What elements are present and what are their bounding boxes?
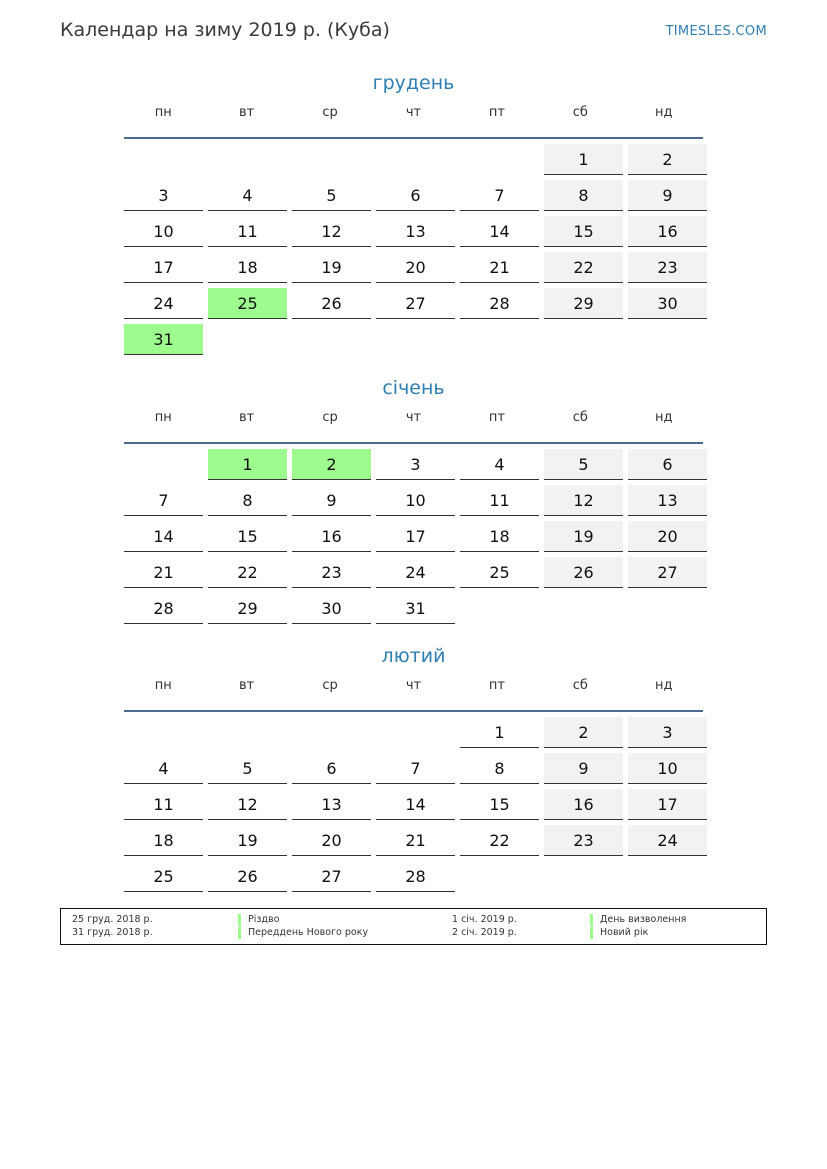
weekday-label: чт [405, 678, 422, 693]
day-cell: 25 [460, 557, 539, 588]
day-cell: 22 [460, 825, 539, 856]
day-cell: 3 [628, 717, 707, 748]
legend-holiday-name: Різдво [238, 914, 279, 926]
legend-date: 25 груд. 2018 р. [72, 914, 153, 925]
day-cell: 24 [628, 825, 707, 856]
day-cell: 2 [628, 144, 707, 175]
weekday-label: нд [654, 678, 673, 693]
day-cell: 28 [376, 861, 455, 892]
day-cell: 11 [124, 789, 203, 820]
day-cell: 4 [208, 180, 287, 211]
day-cell: 17 [124, 252, 203, 283]
day-cell: 18 [208, 252, 287, 283]
day-cell: 2 [544, 717, 623, 748]
weekday-label: вт [239, 105, 255, 120]
month-title: грудень [372, 72, 455, 94]
day-cell: 16 [544, 789, 623, 820]
day-cell: 6 [376, 180, 455, 211]
month-december [124, 68, 703, 355]
day-cell: 9 [628, 180, 707, 211]
day-cell: 25 [208, 288, 287, 319]
holiday-legend [60, 908, 767, 945]
weekday-label: ср [322, 678, 338, 693]
legend-holiday-name: День визволення [590, 914, 686, 926]
weekday-label: вт [239, 410, 255, 425]
day-grid [124, 144, 703, 355]
legend-holiday-name: Переддень Нового року [238, 927, 368, 939]
day-cell: 16 [292, 521, 371, 552]
day-cell: 26 [208, 861, 287, 892]
empty-cell [376, 717, 455, 748]
weekday-header [124, 98, 703, 139]
day-cell: 16 [628, 216, 707, 247]
day-cell: 9 [544, 753, 623, 784]
legend-date: 31 груд. 2018 р. [72, 927, 153, 938]
day-cell: 4 [124, 753, 203, 784]
weekday-label: вт [239, 678, 255, 693]
empty-cell [124, 144, 203, 175]
day-cell: 12 [544, 485, 623, 516]
day-cell: 17 [628, 789, 707, 820]
day-cell: 8 [544, 180, 623, 211]
weekday-label: нд [654, 105, 673, 120]
day-cell: 11 [208, 216, 287, 247]
day-cell: 3 [124, 180, 203, 211]
empty-cell [124, 449, 203, 480]
weekday-label: нд [654, 410, 673, 425]
month-february [124, 641, 703, 892]
day-cell: 20 [376, 252, 455, 283]
day-cell: 17 [376, 521, 455, 552]
day-cell: 12 [292, 216, 371, 247]
day-cell: 26 [544, 557, 623, 588]
weekday-label: сб [572, 678, 588, 693]
weekday-label: сб [572, 410, 588, 425]
day-cell: 3 [376, 449, 455, 480]
day-cell: 23 [628, 252, 707, 283]
month-january [124, 373, 703, 624]
month-title: лютий [381, 645, 446, 667]
day-cell: 13 [628, 485, 707, 516]
weekday-label: чт [405, 410, 422, 425]
day-cell: 29 [208, 593, 287, 624]
empty-cell [292, 717, 371, 748]
day-cell: 20 [628, 521, 707, 552]
day-cell: 10 [628, 753, 707, 784]
day-cell: 11 [460, 485, 539, 516]
site-link[interactable]: TIMESLES.COM [665, 24, 767, 39]
weekday-label: ср [322, 105, 338, 120]
day-cell: 22 [208, 557, 287, 588]
day-cell: 5 [292, 180, 371, 211]
weekday-label: пн [154, 410, 172, 425]
weekday-label: пт [488, 410, 505, 425]
weekday-label: пн [154, 105, 172, 120]
day-cell: 1 [460, 717, 539, 748]
day-cell: 7 [124, 485, 203, 516]
legend-date: 2 січ. 2019 р. [452, 927, 517, 938]
day-cell: 19 [292, 252, 371, 283]
day-grid [124, 717, 703, 892]
day-cell: 10 [376, 485, 455, 516]
day-cell: 13 [292, 789, 371, 820]
day-cell: 1 [208, 449, 287, 480]
day-cell: 31 [124, 324, 203, 355]
day-cell: 15 [460, 789, 539, 820]
day-cell: 1 [544, 144, 623, 175]
day-grid [124, 449, 703, 624]
empty-cell [208, 144, 287, 175]
day-cell: 22 [544, 252, 623, 283]
weekday-label: пт [488, 678, 505, 693]
day-cell: 15 [544, 216, 623, 247]
weekday-label: чт [405, 105, 422, 120]
day-cell: 27 [376, 288, 455, 319]
day-cell: 28 [460, 288, 539, 319]
day-cell: 7 [460, 180, 539, 211]
day-cell: 6 [628, 449, 707, 480]
weekday-label: сб [572, 105, 588, 120]
day-cell: 23 [292, 557, 371, 588]
day-cell: 30 [628, 288, 707, 319]
day-cell: 19 [544, 521, 623, 552]
day-cell: 21 [376, 825, 455, 856]
day-cell: 19 [208, 825, 287, 856]
day-cell: 24 [124, 288, 203, 319]
day-cell: 21 [124, 557, 203, 588]
day-cell: 13 [376, 216, 455, 247]
day-cell: 12 [208, 789, 287, 820]
legend-holiday-name: Новий рік [590, 927, 648, 939]
day-cell: 8 [460, 753, 539, 784]
day-cell: 15 [208, 521, 287, 552]
day-cell: 27 [292, 861, 371, 892]
day-cell: 23 [544, 825, 623, 856]
month-title: січень [382, 377, 445, 399]
empty-cell [376, 144, 455, 175]
weekday-header [124, 671, 703, 712]
day-cell: 5 [544, 449, 623, 480]
empty-cell [208, 717, 287, 748]
day-cell: 2 [292, 449, 371, 480]
day-cell: 18 [124, 825, 203, 856]
weekday-header [124, 403, 703, 444]
day-cell: 9 [292, 485, 371, 516]
day-cell: 31 [376, 593, 455, 624]
day-cell: 20 [292, 825, 371, 856]
weekday-label: пн [154, 678, 172, 693]
day-cell: 7 [376, 753, 455, 784]
day-cell: 26 [292, 288, 371, 319]
day-cell: 29 [544, 288, 623, 319]
empty-cell [460, 144, 539, 175]
weekday-label: пт [488, 105, 505, 120]
day-cell: 21 [460, 252, 539, 283]
day-cell: 28 [124, 593, 203, 624]
day-cell: 30 [292, 593, 371, 624]
day-cell: 14 [124, 521, 203, 552]
day-cell: 4 [460, 449, 539, 480]
day-cell: 8 [208, 485, 287, 516]
day-cell: 27 [628, 557, 707, 588]
day-cell: 10 [124, 216, 203, 247]
day-cell: 14 [460, 216, 539, 247]
day-cell: 24 [376, 557, 455, 588]
legend-date: 1 січ. 2019 р. [452, 914, 517, 925]
empty-cell [124, 717, 203, 748]
page-title: Календар на зиму 2019 р. (Куба) [60, 19, 390, 41]
day-cell: 18 [460, 521, 539, 552]
day-cell: 25 [124, 861, 203, 892]
day-cell: 14 [376, 789, 455, 820]
empty-cell [292, 144, 371, 175]
weekday-label: ср [322, 410, 338, 425]
day-cell: 6 [292, 753, 371, 784]
day-cell: 5 [208, 753, 287, 784]
